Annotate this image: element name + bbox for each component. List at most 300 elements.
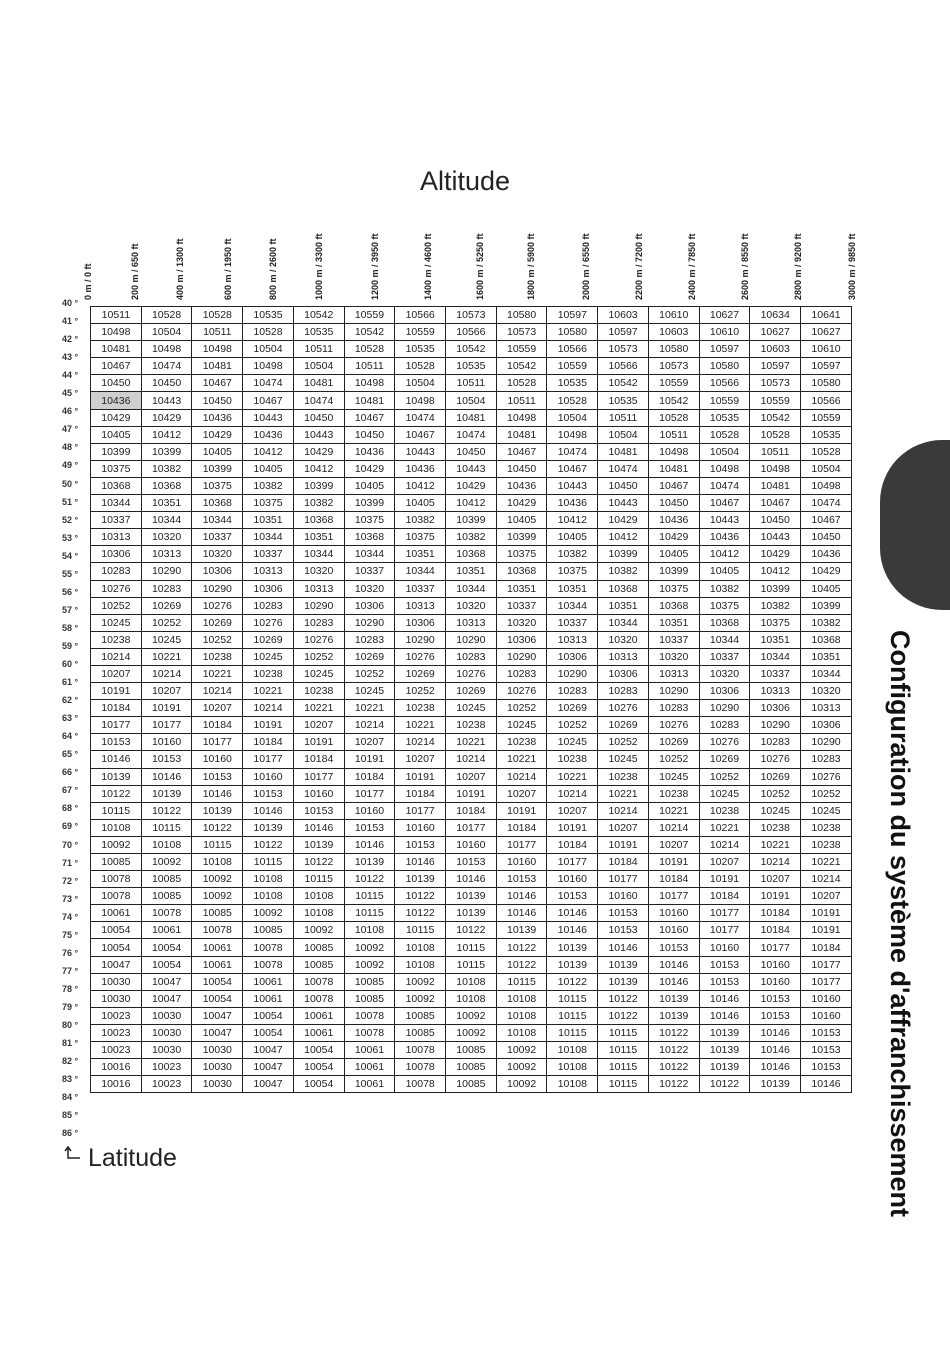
table-cell: 10146 <box>547 905 598 922</box>
table-cell: 10429 <box>648 529 699 546</box>
table-cell: 10535 <box>243 307 294 324</box>
table-row <box>91 905 852 922</box>
table-cell: 10054 <box>293 1042 344 1059</box>
side-section-title: Configuration du système d'affranchissement <box>885 630 915 1218</box>
table-cell: 10252 <box>141 614 192 631</box>
table-cell: 10160 <box>648 922 699 939</box>
table-cell: 10108 <box>344 922 395 939</box>
altitude-column-header <box>687 200 701 300</box>
latitude-row-label: 83 ° <box>62 1074 79 1085</box>
table-cell: 10559 <box>699 392 750 409</box>
table-cell: 10542 <box>446 341 497 358</box>
table-cell: 10405 <box>699 563 750 580</box>
table-cell: 10252 <box>648 751 699 768</box>
table-cell: 10344 <box>446 580 497 597</box>
table-cell: 10191 <box>598 836 649 853</box>
table-cell: 10405 <box>547 529 598 546</box>
table-cell: 10559 <box>395 324 446 341</box>
table-cell: 10511 <box>598 409 649 426</box>
table-cell: 10320 <box>801 683 852 700</box>
table-cell: 10146 <box>699 1007 750 1024</box>
table-cell: 10122 <box>648 1042 699 1059</box>
latitude-row-label: 51 ° <box>62 496 79 507</box>
table-cell: 10580 <box>496 307 547 324</box>
table-cell: 10122 <box>648 1059 699 1076</box>
table-cell: 10153 <box>699 956 750 973</box>
table-cell: 10153 <box>243 785 294 802</box>
table-cell: 10573 <box>446 307 497 324</box>
table-cell: 10276 <box>648 717 699 734</box>
table-cell: 10139 <box>293 836 344 853</box>
table-cell: 10108 <box>192 854 243 871</box>
table-cell: 10320 <box>699 665 750 682</box>
table-cell: 10474 <box>801 495 852 512</box>
table-cell: 10504 <box>598 426 649 443</box>
table-cell: 10269 <box>192 614 243 631</box>
table-cell: 10139 <box>648 1007 699 1024</box>
latitude-row-label: 56 ° <box>62 586 79 597</box>
table-cell: 10313 <box>395 597 446 614</box>
table-cell: 10115 <box>598 1059 649 1076</box>
table-cell: 10061 <box>141 922 192 939</box>
table-cell: 10344 <box>243 529 294 546</box>
table-cell: 10290 <box>141 563 192 580</box>
table-cell: 10368 <box>344 529 395 546</box>
table-cell: 10238 <box>91 631 142 648</box>
table-row <box>91 1042 852 1059</box>
table-cell: 10337 <box>192 529 243 546</box>
table-cell: 10085 <box>293 956 344 973</box>
table-row <box>91 1007 852 1024</box>
table-cell: 10160 <box>699 939 750 956</box>
table-cell: 10641 <box>801 307 852 324</box>
table-cell: 10405 <box>344 477 395 494</box>
table-cell: 10146 <box>648 956 699 973</box>
table-cell: 10399 <box>801 597 852 614</box>
table-cell: 10078 <box>395 1076 446 1093</box>
table-cell: 10214 <box>750 854 801 871</box>
table-cell: 10337 <box>395 580 446 597</box>
table-row <box>91 683 852 700</box>
table-cell: 10405 <box>648 546 699 563</box>
table-cell: 10320 <box>141 529 192 546</box>
table-cell: 10313 <box>750 683 801 700</box>
table-cell: 10450 <box>192 392 243 409</box>
table-cell: 10344 <box>344 546 395 563</box>
table-cell: 10207 <box>750 871 801 888</box>
table-cell: 10566 <box>446 324 497 341</box>
latitude-row-label: 52 ° <box>62 514 79 525</box>
table-cell: 10085 <box>91 854 142 871</box>
table-row <box>91 922 852 939</box>
altitude-column-header-label: 1600 m / 5250 ft <box>475 233 485 300</box>
table-cell: 10191 <box>243 717 294 734</box>
table-cell: 10177 <box>192 734 243 751</box>
table-cell: 10177 <box>243 751 294 768</box>
table-cell: 10023 <box>91 1024 142 1041</box>
latitude-row-label: 43 ° <box>62 352 79 363</box>
table-cell: 10054 <box>192 973 243 990</box>
table-cell: 10467 <box>243 392 294 409</box>
table-cell: 10191 <box>141 700 192 717</box>
table-cell: 10252 <box>91 597 142 614</box>
table-cell: 10481 <box>496 426 547 443</box>
table-cell: 10498 <box>91 324 142 341</box>
latitude-row-label: 66 ° <box>62 767 79 778</box>
table-cell: 10436 <box>801 546 852 563</box>
table-cell: 10542 <box>598 375 649 392</box>
table-cell: 10559 <box>547 358 598 375</box>
table-cell: 10146 <box>395 854 446 871</box>
table-cell: 10313 <box>598 648 649 665</box>
table-cell: 10436 <box>91 392 142 409</box>
table-cell: 10085 <box>192 905 243 922</box>
table-cell: 10115 <box>395 922 446 939</box>
table-cell: 10191 <box>395 768 446 785</box>
section-tab <box>880 440 950 610</box>
table-cell: 10320 <box>446 597 497 614</box>
altitude-column-header <box>740 200 754 300</box>
latitude-row-label: 80 ° <box>62 1020 79 1030</box>
table-cell: 10443 <box>141 392 192 409</box>
table-cell: 10443 <box>395 443 446 460</box>
table-cell: 10504 <box>243 341 294 358</box>
table-cell: 10313 <box>141 546 192 563</box>
table-cell: 10436 <box>395 460 446 477</box>
table-cell: 10153 <box>801 1042 852 1059</box>
table-cell: 10597 <box>598 324 649 341</box>
table-cell: 10238 <box>293 683 344 700</box>
table-cell: 10160 <box>293 785 344 802</box>
table-cell: 10535 <box>598 392 649 409</box>
table-cell: 10160 <box>243 768 294 785</box>
table-row <box>91 324 852 341</box>
table-cell: 10238 <box>547 751 598 768</box>
table-cell: 10627 <box>801 324 852 341</box>
table-cell: 10597 <box>750 358 801 375</box>
table-cell: 10399 <box>344 495 395 512</box>
table-cell: 10122 <box>598 1007 649 1024</box>
table-cell: 10481 <box>91 341 142 358</box>
table-cell: 10191 <box>496 802 547 819</box>
table-cell: 10412 <box>141 426 192 443</box>
latitude-row-label: 71 ° <box>62 857 79 868</box>
table-cell: 10344 <box>91 495 142 512</box>
table-cell: 10429 <box>598 512 649 529</box>
table-cell: 10030 <box>141 1042 192 1059</box>
table-cell: 10092 <box>192 888 243 905</box>
table-cell: 10337 <box>547 614 598 631</box>
table-cell: 10146 <box>648 973 699 990</box>
table-cell: 10139 <box>598 973 649 990</box>
table-cell: 10351 <box>750 631 801 648</box>
table-cell: 10405 <box>243 460 294 477</box>
table-cell: 10139 <box>395 871 446 888</box>
table-cell: 10610 <box>699 324 750 341</box>
table-cell: 10245 <box>496 717 547 734</box>
table-cell: 10184 <box>699 888 750 905</box>
corner-arrow-icon <box>64 1146 82 1160</box>
table-cell: 10146 <box>446 871 497 888</box>
table-cell: 10450 <box>598 477 649 494</box>
table-cell: 10214 <box>598 802 649 819</box>
table-cell: 10221 <box>699 819 750 836</box>
table-cell: 10115 <box>598 1042 649 1059</box>
table-cell: 10283 <box>801 751 852 768</box>
table-cell: 10498 <box>699 460 750 477</box>
table-cell: 10504 <box>547 409 598 426</box>
table-cell: 10061 <box>344 1059 395 1076</box>
table-cell: 10108 <box>496 1024 547 1041</box>
table-row <box>91 614 852 631</box>
table-cell: 10061 <box>243 990 294 1007</box>
table-cell: 10122 <box>496 956 547 973</box>
table-cell: 10252 <box>801 785 852 802</box>
table-cell: 10245 <box>547 734 598 751</box>
table-cell: 10276 <box>91 580 142 597</box>
table-row <box>91 648 852 665</box>
table-row <box>91 819 852 836</box>
table-cell: 10177 <box>141 717 192 734</box>
latitude-row-label: 44 ° <box>62 370 79 381</box>
table-cell: 10153 <box>750 1007 801 1024</box>
table-cell: 10221 <box>344 700 395 717</box>
table-cell: 10108 <box>446 990 497 1007</box>
table-cell: 10030 <box>91 990 142 1007</box>
table-cell: 10283 <box>699 717 750 734</box>
table-cell: 10177 <box>91 717 142 734</box>
latitude-row-label: 76 ° <box>62 947 79 958</box>
table-cell: 10351 <box>496 580 547 597</box>
table-cell: 10047 <box>141 990 192 1007</box>
table-cell: 10177 <box>547 854 598 871</box>
table-cell: 10511 <box>648 426 699 443</box>
table-row <box>91 939 852 956</box>
latitude-row-label: 75 ° <box>62 929 79 940</box>
table-cell: 10146 <box>801 1076 852 1093</box>
table-cell: 10177 <box>395 802 446 819</box>
table-cell: 10160 <box>648 905 699 922</box>
table-cell: 10061 <box>293 1024 344 1041</box>
table-row <box>91 597 852 614</box>
table-cell: 10191 <box>547 819 598 836</box>
table-cell: 10214 <box>91 648 142 665</box>
table-cell: 10276 <box>243 614 294 631</box>
table-cell: 10153 <box>801 1024 852 1041</box>
table-cell: 10238 <box>699 802 750 819</box>
table-cell: 10313 <box>91 529 142 546</box>
table-cell: 10078 <box>293 973 344 990</box>
table-cell: 10146 <box>598 939 649 956</box>
table-cell: 10269 <box>598 717 649 734</box>
table-cell: 10429 <box>293 443 344 460</box>
table-cell: 10573 <box>750 375 801 392</box>
table-cell: 10566 <box>699 375 750 392</box>
table-row <box>91 751 852 768</box>
table-row <box>91 358 852 375</box>
latitude-row-label: 60 ° <box>62 659 79 669</box>
altitude-column-header-label: 200 m / 650 ft <box>130 243 140 300</box>
table-cell: 10375 <box>496 546 547 563</box>
table-cell: 10153 <box>344 819 395 836</box>
table-cell: 10351 <box>293 529 344 546</box>
table-cell: 10467 <box>395 426 446 443</box>
table-row <box>91 495 852 512</box>
table-cell: 10283 <box>648 700 699 717</box>
table-cell: 10177 <box>801 956 852 973</box>
table-cell: 10153 <box>648 939 699 956</box>
table-cell: 10054 <box>293 1076 344 1093</box>
table-cell: 10146 <box>141 768 192 785</box>
table-cell: 10542 <box>293 307 344 324</box>
table-cell: 10528 <box>344 341 395 358</box>
table-cell: 10337 <box>699 648 750 665</box>
table-cell: 10573 <box>598 341 649 358</box>
table-cell: 10115 <box>446 956 497 973</box>
table-cell: 10566 <box>395 307 446 324</box>
table-cell: 10344 <box>750 648 801 665</box>
table-cell: 10276 <box>598 700 649 717</box>
table-cell: 10320 <box>648 648 699 665</box>
table-cell: 10184 <box>750 922 801 939</box>
table-cell: 10092 <box>496 1059 547 1076</box>
table-cell: 10344 <box>395 563 446 580</box>
table-cell: 10108 <box>547 1059 598 1076</box>
table-cell: 10122 <box>293 854 344 871</box>
altitude-column-header <box>581 200 595 300</box>
table-cell: 10597 <box>699 341 750 358</box>
table-cell: 10191 <box>699 871 750 888</box>
table-cell: 10306 <box>91 546 142 563</box>
table-cell: 10122 <box>395 888 446 905</box>
table-cell: 10436 <box>344 443 395 460</box>
table-cell: 10207 <box>91 665 142 682</box>
table-cell: 10306 <box>547 648 598 665</box>
table-cell: 10139 <box>496 922 547 939</box>
table-cell: 10023 <box>91 1007 142 1024</box>
latitude-row-label: 77 ° <box>62 965 79 976</box>
table-cell: 10467 <box>547 460 598 477</box>
table-cell: 10382 <box>598 563 649 580</box>
table-cell: 10580 <box>801 375 852 392</box>
table-cell: 10337 <box>243 546 294 563</box>
table-cell: 10207 <box>547 802 598 819</box>
table-cell: 10184 <box>598 854 649 871</box>
table-cell: 10177 <box>293 768 344 785</box>
table-cell: 10184 <box>547 836 598 853</box>
table-cell: 10092 <box>446 1024 497 1041</box>
table-cell: 10405 <box>91 426 142 443</box>
table-cell: 10108 <box>293 888 344 905</box>
latitude-row-label: 47 ° <box>62 424 79 435</box>
altitude-latitude-table <box>90 306 852 1093</box>
table-cell: 10559 <box>496 341 547 358</box>
table-cell: 10566 <box>547 341 598 358</box>
table-cell: 10351 <box>648 614 699 631</box>
altitude-column-header-label: 2400 m / 7850 ft <box>687 233 697 300</box>
table-cell: 10092 <box>344 939 395 956</box>
table-cell: 10351 <box>547 580 598 597</box>
table-cell: 10184 <box>192 717 243 734</box>
latitude-row-label: 54 ° <box>62 550 79 561</box>
table-cell: 10306 <box>598 665 649 682</box>
table-cell: 10061 <box>192 939 243 956</box>
table-cell: 10429 <box>91 409 142 426</box>
altitude-heading: Altitude <box>420 166 511 196</box>
table-cell: 10078 <box>395 1059 446 1076</box>
table-cell: 10115 <box>192 836 243 853</box>
table-cell: 10153 <box>192 768 243 785</box>
table-row <box>91 1024 852 1041</box>
table-cell: 10146 <box>192 785 243 802</box>
latitude-row-label: 62 ° <box>62 695 79 706</box>
table-cell: 10146 <box>750 1024 801 1041</box>
table-cell: 10252 <box>344 665 395 682</box>
table-row <box>91 1059 852 1076</box>
table-cell: 10351 <box>801 648 852 665</box>
table-cell: 10160 <box>750 973 801 990</box>
table-cell: 10252 <box>699 768 750 785</box>
table-cell: 10092 <box>344 956 395 973</box>
table-cell: 10290 <box>395 631 446 648</box>
table-cell: 10139 <box>598 956 649 973</box>
table-cell: 10245 <box>243 648 294 665</box>
table-cell: 10146 <box>91 751 142 768</box>
table-cell: 10238 <box>192 648 243 665</box>
table-row <box>91 700 852 717</box>
table-cell: 10207 <box>446 768 497 785</box>
table-cell: 10207 <box>648 836 699 853</box>
table-cell: 10078 <box>344 1024 395 1041</box>
table-cell: 10115 <box>598 1024 649 1041</box>
table-cell: 10627 <box>750 324 801 341</box>
table-cell: 10566 <box>598 358 649 375</box>
table-cell: 10092 <box>395 973 446 990</box>
table-cell: 10146 <box>547 922 598 939</box>
table-cell: 10054 <box>141 956 192 973</box>
table-cell: 10290 <box>293 597 344 614</box>
table-cell: 10085 <box>395 1007 446 1024</box>
table-cell: 10368 <box>192 495 243 512</box>
table-cell: 10214 <box>141 665 192 682</box>
table-cell: 10368 <box>293 512 344 529</box>
table-cell: 10160 <box>141 734 192 751</box>
table-cell: 10337 <box>344 563 395 580</box>
table-cell: 10160 <box>801 1007 852 1024</box>
table-cell: 10306 <box>801 717 852 734</box>
table-cell: 10399 <box>91 443 142 460</box>
table-cell: 10290 <box>446 631 497 648</box>
table-cell: 10207 <box>192 700 243 717</box>
latitude-row-label: 73 ° <box>62 893 79 904</box>
table-cell: 10078 <box>344 1007 395 1024</box>
table-cell: 10269 <box>395 665 446 682</box>
table-cell: 10085 <box>344 973 395 990</box>
altitude-column-header <box>423 200 437 300</box>
table-cell: 10238 <box>598 768 649 785</box>
table-cell: 10320 <box>293 563 344 580</box>
table-row <box>91 871 852 888</box>
table-cell: 10535 <box>446 358 497 375</box>
table-cell: 10078 <box>395 1042 446 1059</box>
table-row <box>91 1076 852 1093</box>
table-cell: 10399 <box>192 460 243 477</box>
table-cell: 10467 <box>750 495 801 512</box>
table-cell: 10429 <box>141 409 192 426</box>
table-cell: 10528 <box>547 392 598 409</box>
table-cell: 10191 <box>344 751 395 768</box>
altitude-column-header <box>475 200 489 300</box>
